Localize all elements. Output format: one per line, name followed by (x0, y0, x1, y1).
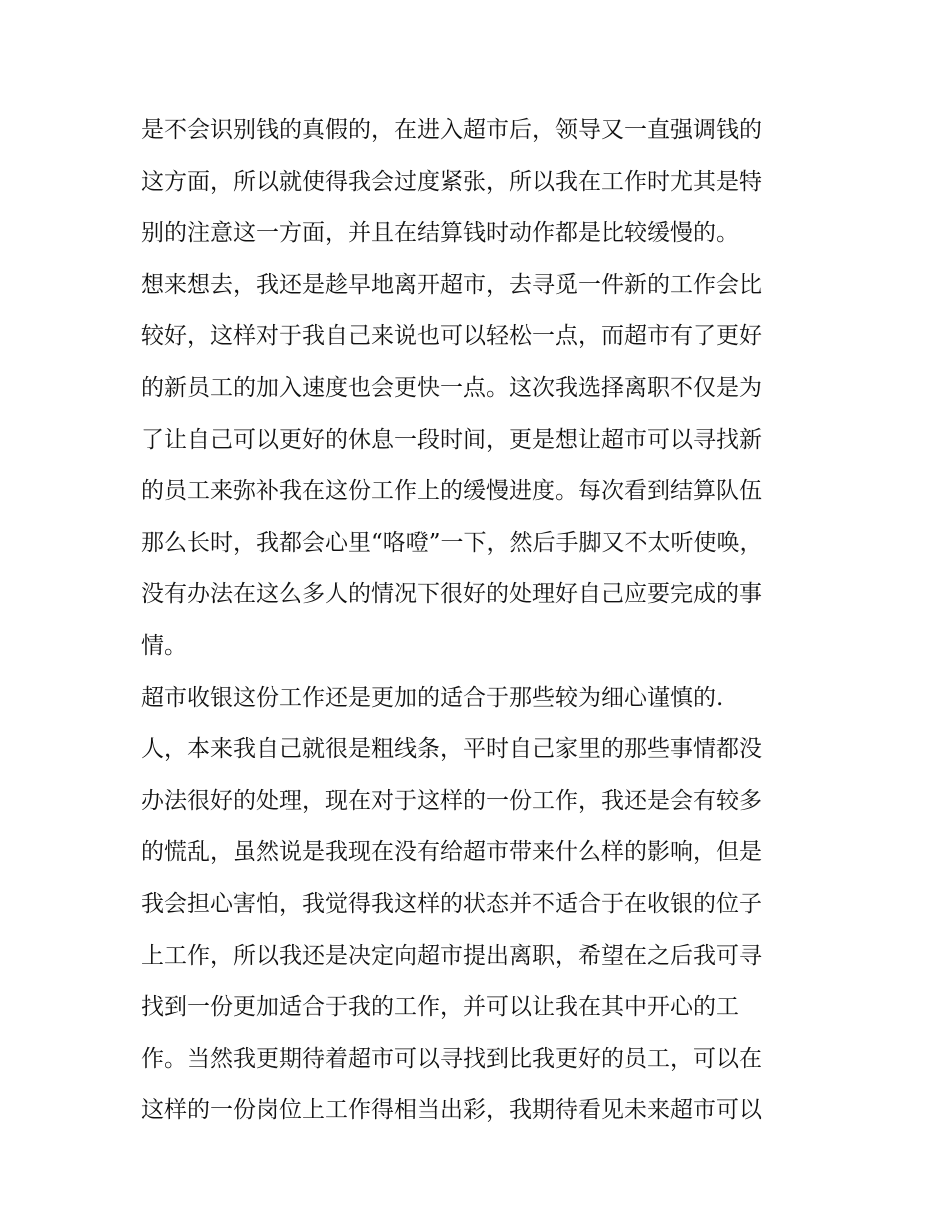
text-line: 这方面，所以就使得我会过度紧张，所以我在工作时尤其是特 (141, 168, 762, 195)
text-line: 的新员工的加入速度也会更快一点。这次我选择离职不仅是为 (141, 374, 762, 401)
text-line: 别的注意这一方面，并且在结算钱时动作都是比较缓慢的。 (141, 220, 739, 247)
text-line: 作。当然我更期待着超市可以寻找到比我更好的员工，可以在 (141, 1045, 762, 1072)
text-line: 那么长时，我都会心里“咯噔”一下，然后手脚又不太听使唤， (141, 529, 763, 556)
text-line: 没有办法在这么多人的情况下很好的处理好自己应要完成的事 (141, 581, 762, 608)
text-line: 办法很好的处理，现在对于这样的一份工作，我还是会有较多 (141, 787, 762, 814)
text-line: 是不会识别钱的真假的，在进入超市后，领导又一直强调钱的 (141, 117, 762, 143)
text-line: 情。 (141, 632, 187, 659)
text-line: 我会担心害怕，我觉得我这样的状态并不适合于在收银的位子 (141, 890, 762, 917)
text-line: 这样的一份岗位上工作得相当出彩，我期待看见未来超市可以 (141, 1097, 762, 1124)
text-line: 想来想去，我还是趁早地离开超市，去寻觅一件新的工作会比 (141, 271, 762, 298)
text-line: 的员工来弥补我在这份工作上的缓慢进度。每次看到结算队伍 (141, 478, 762, 505)
text-line: 人，本来我自己就很是粗线条，平时自己家里的那些事情都没 (141, 736, 762, 763)
text-line: 较好，这样对于我自己来说也可以轻松一点，而超市有了更好 (141, 323, 762, 350)
body-text (141, 105, 821, 1137)
text-line: 的慌乱，虽然说是我现在没有给超市带来什么样的影响，但是 (141, 839, 762, 866)
text-line: 超市收银这份工作还是更加的适合于那些较为细心谨慎的. (141, 684, 724, 711)
text-line: 上工作，所以我还是决定向超市提出离职，希望在之后我可寻 (141, 942, 762, 969)
text-line: 找到一份更加适合于我的工作，并可以让我在其中开心的工 (141, 994, 739, 1021)
text-line: 了让自己可以更好的休息一段时间，更是想让超市可以寻找新 (141, 426, 762, 453)
